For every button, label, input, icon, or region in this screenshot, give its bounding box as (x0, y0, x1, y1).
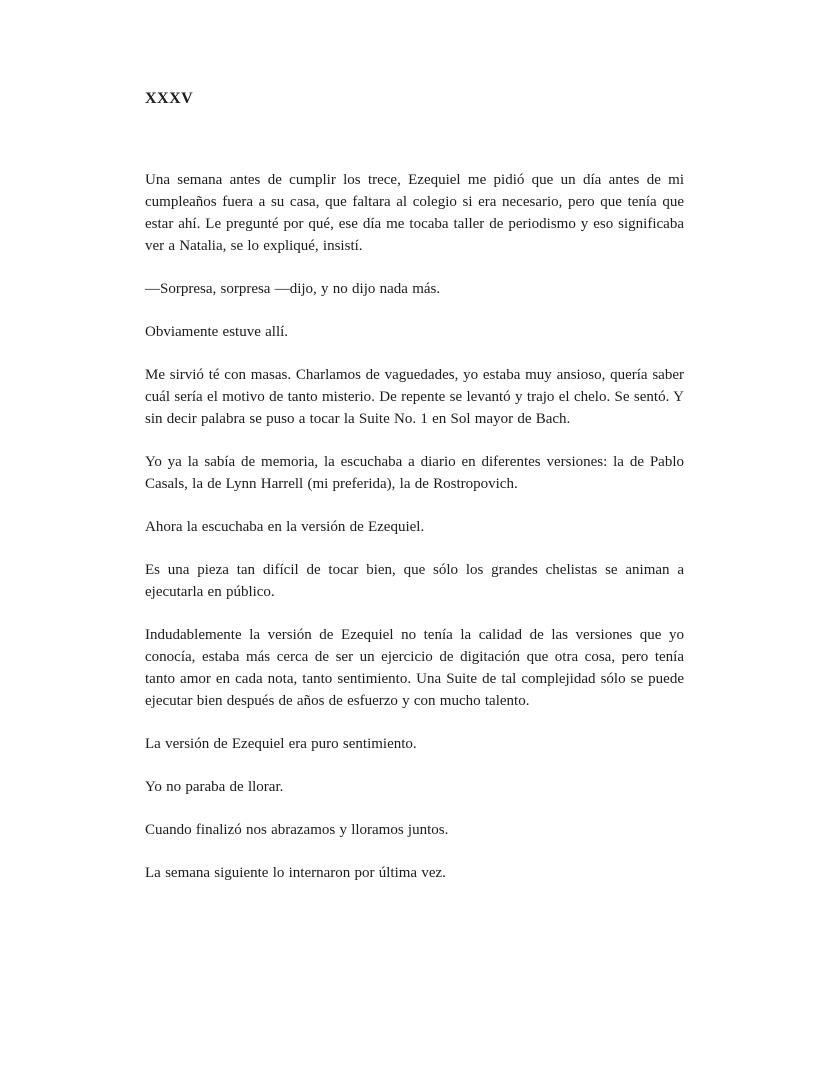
paragraph: Me sirvió té con masas. Charlamos de vaguedades, yo estaba muy ansioso, quería saber cuál sería el motivo de tanto misterio. De repente se levantó y trajo el chelo. Se sentó. Y sin decir palabra se puso a tocar la Suite No. 1 en Sol mayor de Bach. (145, 367, 684, 427)
paragraph: Indudablemente la versión de Ezequiel no tenía la calidad de las versiones que yo conocía, estaba más cerca de ser un ejercicio de digitación que otra cosa, pero tenía tanto amor en cada nota, tanto sentimiento. Una Suite de tal complejidad sólo se puede ejecutar bien después de años de esfuerzo y con mucho talento. (145, 627, 684, 709)
paragraph: —Sorpresa, sorpresa —dijo, y no dijo nada más. (145, 281, 441, 297)
paragraph: Ahora la escuchaba en la versión de Ezequiel. (145, 519, 425, 535)
paragraph: Obviamente estuve allí. (145, 324, 289, 340)
paragraph: Yo no paraba de llorar. (145, 779, 284, 795)
paragraph: Yo ya la sabía de memoria, la escuchaba a diario en diferentes versiones: la de Pablo Casals, la de Lynn Harrell (mi preferida), la de Rostropovich. (145, 454, 684, 492)
body-text (145, 169, 684, 884)
chapter-heading: XXXV (145, 90, 194, 107)
paragraph: Cuando finalizó nos abrazamos y lloramos juntos. (145, 822, 449, 838)
paragraph: Una semana antes de cumplir los trece, Ezequiel me pidió que un día antes de mi cumpleaños fuera a su casa, que faltara al colegio si era necesario, pero que tenía que estar ahí. Le pregunté por qué, ese día me tocaba taller de periodismo y eso significaba ver a Natalia, se lo expliqué, insistí. (145, 172, 684, 254)
paragraph: La semana siguiente lo internaron por última vez. (145, 865, 446, 881)
paragraph: Es una pieza tan difícil de tocar bien, que sólo los grandes chelistas se animan a ejecutarla en público. (145, 562, 684, 600)
paragraph: La versión de Ezequiel era puro sentimiento. (145, 736, 417, 752)
